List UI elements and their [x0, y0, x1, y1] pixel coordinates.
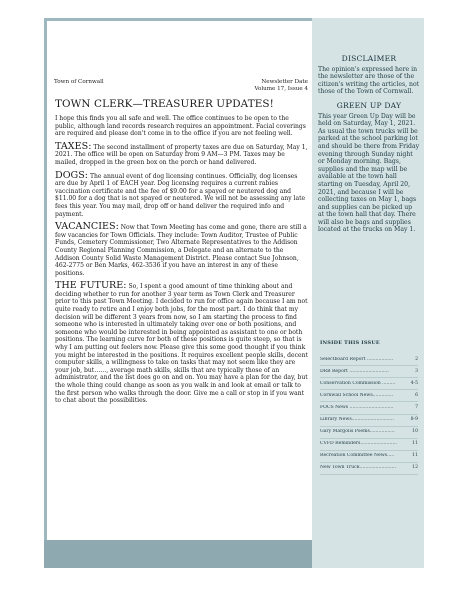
- toc-item-page: 8-9: [410, 417, 418, 423]
- table-of-contents: [320, 340, 418, 475]
- disclaimer-title: DISCLAIMER: [341, 54, 397, 63]
- toc-item-page: 3: [415, 368, 418, 374]
- toc-item: [320, 354, 418, 366]
- toc-item: [320, 439, 418, 451]
- section-lead: TAXES:: [55, 140, 92, 152]
- toc-item: [320, 427, 418, 439]
- greenup-text: This year Green Up Day will be held on Saturday, May 1, 2021. As usual the town trucks will be parked at the school parking lot and should be there from Friday evening through Sunday night or Monday morning. Bags, supplies and the map will be available at the town hall starting on Tuesday, April 20, 2021, and because I will be collecting taxes on May 1, bags and supplies can be picked up at the town hall that day. There will also be bags and supplies located at the trucks on May 1.: [318, 112, 420, 234]
- masthead-town: Town of Cornwall: [54, 79, 104, 85]
- volume-issue: Volume 17, Issue 4: [254, 85, 308, 92]
- section-dogs: [55, 169, 309, 219]
- section-taxes: [55, 140, 309, 167]
- toc-item: [320, 390, 418, 402]
- toc-title: INSIDE THIS ISSUE: [320, 340, 380, 346]
- masthead-meta: [254, 79, 308, 93]
- toc-item-label: New Town Truck.........................: [320, 465, 397, 471]
- greenup-title: GREEN UP DAY: [336, 100, 402, 110]
- toc-item-label: Selectboard Report ..................: [320, 356, 394, 362]
- toc-item-page: 7: [415, 404, 418, 410]
- toc-item: [320, 366, 418, 378]
- intro-paragraph: I hope this finds you all safe and well. The office continues to be open to the public, although land records research requires an appointment. Facial coverings are required and please don't come in to the office if you are not feeling well.: [55, 115, 306, 138]
- toc-item-page: 10: [412, 429, 418, 435]
- toc-item: [320, 451, 418, 463]
- toc-item-page: 11: [412, 453, 418, 459]
- toc-item-page: 11: [412, 441, 418, 447]
- toc-item: [320, 415, 418, 427]
- toc-list: [320, 354, 418, 475]
- section-text: The annual event of dog licensing continues. Officially, dog licenses are due by April 1 of EACH year. Dog licensing requires a current rabies vaccination certificate and the fee of $9.00 for a spayed or neutered dog and $11.00 for a dog that is not spayed or neutered. We will not be assessing any late fees this year. You may mail, drop off or hand deliver the required info and payment.: [55, 172, 306, 218]
- toc-item-label: DRB Report ...........................: [320, 368, 389, 374]
- sidebar: [318, 55, 420, 240]
- toc-item: [320, 463, 418, 475]
- toc-item-label: Conservation Commission .........: [320, 380, 396, 386]
- section-lead: DOGS:: [55, 169, 89, 181]
- page-title: TOWN CLERK—TREASURER UPDATES!: [55, 98, 274, 110]
- section-text: So, I spent a good amount of time thinking about and deciding whether to run for another 3 year term as Town Clerk and Treasurer prior to this past Town Meeting. I decided to run for office again because I am not quite ready to retire and I enjoy both jobs, for the most part. I do think that my decision will be different 3 years from now, so I am starting the process to find someone who is interested in ultimately taking over one or both positions, and someone who would be interested in being appointed as assistant to one or both positions. The learning curve for both of these positions is quite steep, so that is why I am putting out feelers now. Please give this some good thought if you think you might be interested in the positions. It requires excellent people skills, decent computer skills, a willingness to take on tasks that may not seem like they are your job, but……, average math skills, skills that are typically those of an administrator, and the list does go on and on. You may have a plan for the day, but the whole thing could change as soon as you walk in and look at email or talk to the first person who walks through the door. Give me a call or stop in if you want to chat about the possibilities.: [55, 283, 308, 405]
- toc-item-label: Cornwall School News..............: [320, 392, 394, 398]
- section-lead: VACANCIES:: [55, 221, 119, 233]
- toc-item: [320, 378, 418, 390]
- toc-item-label: FOCS News ..............................: [320, 404, 394, 410]
- section-lead: THE FUTURE:: [55, 280, 127, 292]
- toc-item: [320, 402, 418, 414]
- article-body: [55, 115, 309, 410]
- toc-item-label: CVFD Reminders.........................: [320, 441, 397, 447]
- newsletter-date: Newsletter Date: [261, 79, 308, 85]
- section-vacancies: [55, 223, 309, 277]
- toc-item-page: 6: [415, 392, 418, 398]
- section-text: Now that Town Meeting has come and gone, there are still a few vacancies for Town Officials. They include: Town Auditor, Trustee of Public Funds, Cemetery Commissioner, Two Alternate Representatives to the Addison County Regional Planning Commission, a Delegate and an alternate to the Addison County Solid Waste Management District. Please contact Sue Johnson, 462-2775 or Ben Marks, 462-3536 if you have an interest in any of these positions.: [55, 224, 307, 277]
- toc-item-page: 2: [415, 356, 418, 362]
- masthead: [50, 79, 308, 99]
- toc-item-label: Recreation Committee News.....: [320, 453, 395, 459]
- toc-item-page: 4-5: [410, 380, 418, 386]
- toc-item-label: Gary Margolis Poems.................: [320, 429, 395, 435]
- footer-band: [44, 540, 312, 568]
- toc-item-label: Library News.............................: [320, 417, 395, 423]
- section-future: [55, 282, 309, 405]
- toc-item-page: 12: [412, 465, 418, 471]
- section-text: The second installment of property taxes are due on Saturday, May 1, 2021. The office will be open on Saturday from 9 AM—3 PM. Taxes may be mailed, dropped in the green box on the porch or hand delivered.: [55, 143, 308, 166]
- disclaimer-text: The opinion's expressed here in the newsletter are those of the citizen's writing the articles, not those of the Town of Cornwall.: [318, 65, 420, 96]
